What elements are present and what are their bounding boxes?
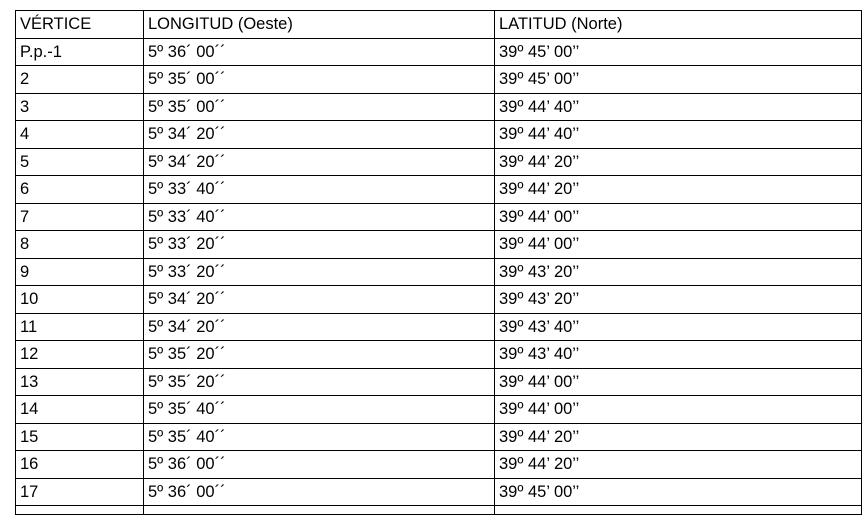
table-row [16, 478, 862, 506]
table-body [16, 38, 862, 515]
table-row [16, 148, 862, 176]
cell-vertex: 2 [16, 66, 144, 94]
cell-longitude: 5º 36´ 00´´ [144, 478, 495, 506]
cell-vertex: 9 [16, 258, 144, 286]
empty-cell [495, 506, 862, 515]
cell-vertex: 17 [16, 478, 144, 506]
table-row [16, 93, 862, 121]
cell-latitude: 39º 43’ 40’’ [495, 313, 862, 341]
cell-latitude: 39º 44’ 00’’ [495, 203, 862, 231]
cell-vertex: 16 [16, 451, 144, 479]
cell-longitude: 5º 33´ 20´´ [144, 258, 495, 286]
cell-vertex: 5 [16, 148, 144, 176]
table-row [16, 121, 862, 149]
cell-vertex: 4 [16, 121, 144, 149]
table-row [16, 396, 862, 424]
table-row [16, 176, 862, 204]
table-row [16, 368, 862, 396]
cell-latitude: 39º 44’ 00’’ [495, 396, 862, 424]
table-row [16, 66, 862, 94]
table-row [16, 203, 862, 231]
cell-latitude: 39º 44’ 20’’ [495, 451, 862, 479]
cell-longitude: 5º 33´ 20´´ [144, 231, 495, 259]
cell-vertex: 13 [16, 368, 144, 396]
cell-longitude: 5º 36´ 00´´ [144, 451, 495, 479]
cell-latitude: 39º 43’ 40’’ [495, 341, 862, 369]
cell-longitude: 5º 35´ 40´´ [144, 396, 495, 424]
cell-latitude: 39º 44’ 20’’ [495, 176, 862, 204]
cell-latitude: 39º 43’ 20’’ [495, 286, 862, 314]
cell-latitude: 39º 44’ 00’’ [495, 231, 862, 259]
cell-vertex: 12 [16, 341, 144, 369]
cell-vertex: 3 [16, 93, 144, 121]
cell-longitude: 5º 33´ 40´´ [144, 176, 495, 204]
table-row [16, 341, 862, 369]
table-row [16, 38, 862, 66]
header-row [16, 11, 862, 39]
cell-latitude: 39º 44’ 40’’ [495, 121, 862, 149]
cell-longitude: 5º 34´ 20´´ [144, 121, 495, 149]
table-row [16, 286, 862, 314]
table-row [16, 231, 862, 259]
header-vertex: VÉRTICE [16, 11, 144, 39]
cell-longitude: 5º 33´ 40´´ [144, 203, 495, 231]
table-row [16, 451, 862, 479]
empty-cell [16, 506, 144, 515]
cell-longitude: 5º 34´ 20´´ [144, 286, 495, 314]
cell-longitude: 5º 36´ 00´´ [144, 38, 495, 66]
cell-vertex: 6 [16, 176, 144, 204]
cell-vertex: P.p.-1 [16, 38, 144, 66]
cell-longitude: 5º 35´ 40´´ [144, 423, 495, 451]
table-row [16, 423, 862, 451]
cell-vertex: 11 [16, 313, 144, 341]
cell-vertex: 8 [16, 231, 144, 259]
cell-vertex: 7 [16, 203, 144, 231]
empty-row [16, 506, 862, 515]
cell-latitude: 39º 45’ 00’’ [495, 66, 862, 94]
cell-vertex: 15 [16, 423, 144, 451]
cell-longitude: 5º 35´ 20´´ [144, 341, 495, 369]
cell-vertex: 10 [16, 286, 144, 314]
cell-longitude: 5º 35´ 20´´ [144, 368, 495, 396]
cell-longitude: 5º 35´ 00´´ [144, 93, 495, 121]
cell-latitude: 39º 44’ 00’’ [495, 368, 862, 396]
cell-latitude: 39º 44’ 40’’ [495, 93, 862, 121]
table-row [16, 258, 862, 286]
empty-cell [144, 506, 495, 515]
vertex-coordinates-table [15, 10, 862, 515]
cell-latitude: 39º 44’ 20’’ [495, 148, 862, 176]
header-longitude: LONGITUD (Oeste) [144, 11, 495, 39]
table-row [16, 313, 862, 341]
cell-longitude: 5º 34´ 20´´ [144, 148, 495, 176]
cell-vertex: 14 [16, 396, 144, 424]
cell-latitude: 39º 43’ 20’’ [495, 258, 862, 286]
cell-latitude: 39º 45’ 00’’ [495, 38, 862, 66]
cell-latitude: 39º 44’ 20’’ [495, 423, 862, 451]
cell-longitude: 5º 35´ 00´´ [144, 66, 495, 94]
header-latitude: LATITUD (Norte) [495, 11, 862, 39]
cell-longitude: 5º 34´ 20´´ [144, 313, 495, 341]
cell-latitude: 39º 45’ 00’’ [495, 478, 862, 506]
